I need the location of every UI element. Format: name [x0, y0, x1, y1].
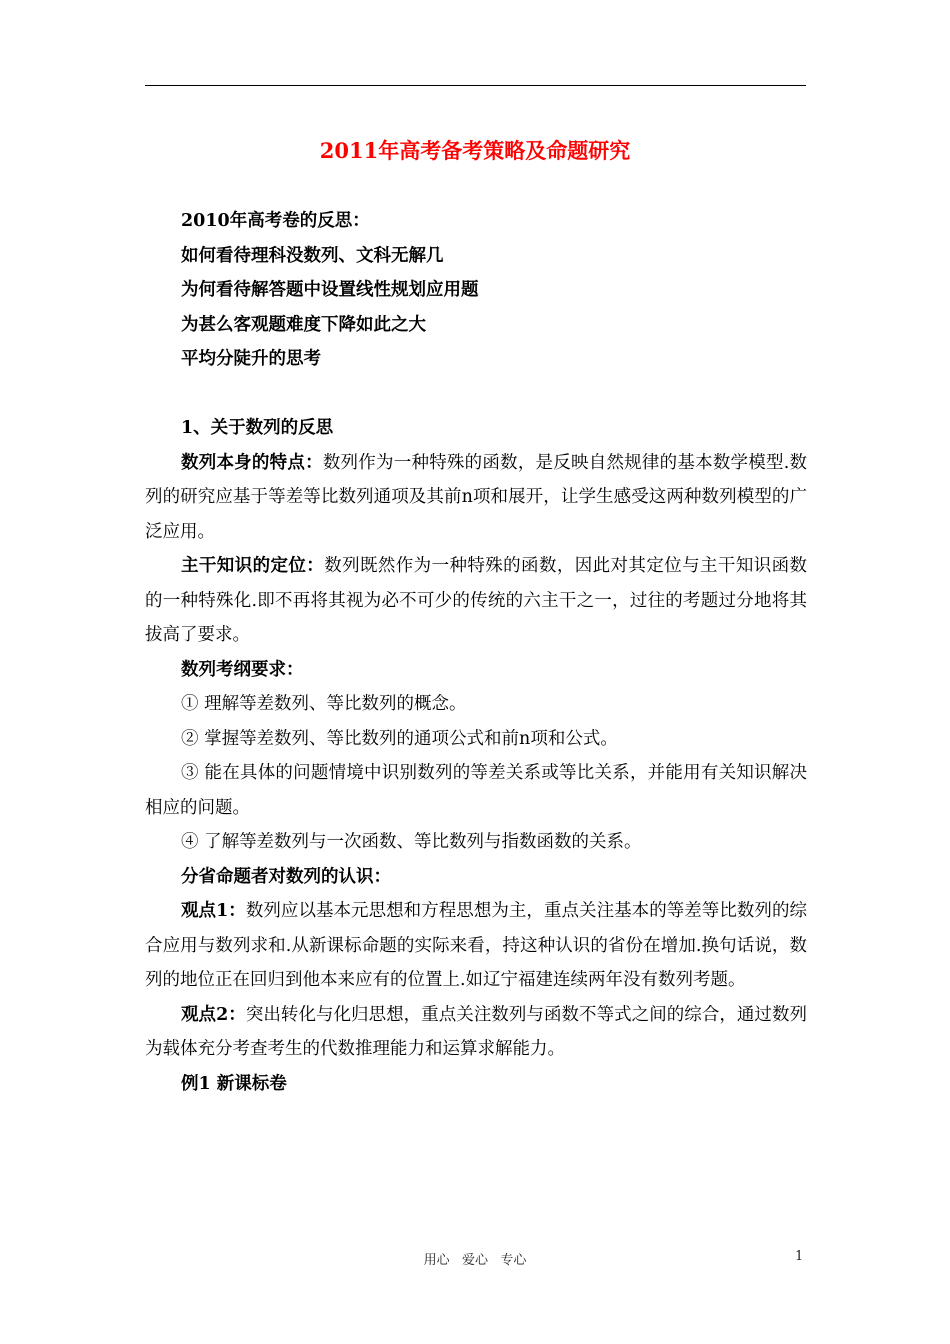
requirement-2: ② 掌握等差数列、等比数列的通项公式和前n项和公式。	[181, 728, 618, 749]
feature-paragraph	[145, 446, 807, 550]
view-1-text: 数列应以基本元思想和方程思想为主，重点关注基本的等差等比数列的综合应用与数列求和.从新课标命题的实际来看，持这种认识的省份在增加.换句话说，数列的地位正在回归到他本来应有的位置上.如辽宁福建连续两年没有数列考题。	[145, 901, 807, 990]
section-heading: 1、关于数列的反思	[181, 418, 334, 438]
reflection-question-1: 如何看待理科没数列、文科无解几	[181, 245, 444, 266]
view-1-paragraph	[145, 894, 807, 998]
document-body	[145, 204, 807, 1101]
feature-text: 数列作为一种特殊的函数，是反映自然规律的基本数学模型.数列的研究应基于等差等比数列通项及其前n项和展开，让学生感受这两种数列模型的广泛应用。	[145, 452, 808, 542]
syllabus-heading: 数列考纲要求：	[181, 659, 304, 680]
reflection-heading: 2010年高考卷的反思：	[181, 211, 370, 231]
document-title: 2011年高考备考策略及命题研究	[319, 138, 631, 163]
spacer	[145, 377, 807, 412]
reflection-question-2: 为何看待解答题中设置线性规划应用题	[181, 280, 479, 300]
position-paragraph	[145, 549, 807, 653]
position-label: 主干知识的定位：	[181, 556, 325, 576]
position-text: 数列既然作为一种特殊的函数，因此对其定位与主干知识函数的一种特殊化.即不再将其视为必不可少的传统的六主干之一，过往的考题过分地将其拔高了要求。	[145, 556, 808, 645]
feature-label: 数列本身的特点：	[181, 452, 323, 473]
page-number: 1	[795, 1249, 804, 1264]
requirement-1: ① 理解等差数列、等比数列的概念。	[181, 694, 467, 714]
header-rule	[145, 85, 806, 86]
requirement-3: ③ 能在具体的问题情境中识别数列的等差关系或等比关系，并能用有关知识解决相应的问题。	[145, 763, 807, 818]
views-heading: 分省命题者对数列的认识：	[181, 866, 391, 887]
requirement-4: ④ 了解等差数列与一次函数、等比数列与指数函数的关系。	[181, 832, 642, 852]
example-heading: 例1 新课标卷	[181, 1073, 287, 1094]
reflection-question-3: 为甚么客观题难度下降如此之大	[181, 314, 426, 335]
view-2-label: 观点2：	[181, 1004, 246, 1025]
footer-motto: 用心 爱心 专心	[423, 1253, 527, 1268]
reflection-question-4: 平均分陡升的思考	[181, 349, 321, 369]
view-2-text: 突出转化与化归思想，重点关注数列与函数不等式之间的综合，通过数列为载体充分考查考生的代数推理能力和运算求解能力。	[145, 1004, 807, 1059]
view-2-paragraph	[145, 998, 807, 1067]
view-1-label: 观点1：	[181, 901, 246, 921]
